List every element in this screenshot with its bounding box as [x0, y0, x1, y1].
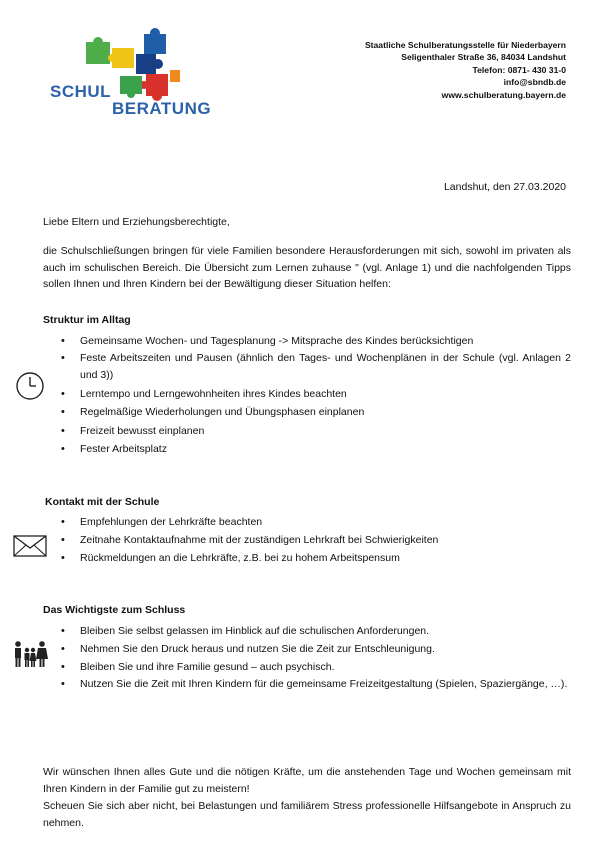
sender-phone: Telefon: 0871- 430 31-0	[472, 64, 566, 75]
closing-paragraph-2: Scheuen Sie sich aber nicht, bei Belastungen und familiärem Stress professionelle Hilfsangebote in Anspruch zu nehmen.	[43, 800, 571, 829]
list-struktur	[61, 332, 571, 458]
list-item: • Fester Arbeitsplatz	[61, 440, 571, 458]
heading-struktur: Struktur im Alltag	[43, 314, 131, 326]
list-item: • Feste Arbeitszeiten und Pausen (ähnlich den Tages- und Wochenplänen in der Schule (vgl. Anlagen 2 und 3))	[61, 350, 571, 383]
logo-text-schul: SCHUL	[50, 82, 112, 101]
logo-text-beratung: BERATUNG	[112, 99, 212, 118]
sender-street: Seligenthaler Straße 36, 84034 Landshut	[401, 52, 566, 63]
closing-paragraph-1: Wir wünschen Ihnen alles Gute und die nötigen Kräfte, um die anstehenden Tage und Wochen gemeinsam mit Ihren Kindern in der Familie gut zu meistern!	[43, 766, 571, 795]
heading-kontakt: Kontakt mit der Schule	[45, 496, 160, 508]
list-kontakt	[61, 513, 571, 567]
clock-icon	[15, 371, 45, 401]
list-item: • Empfehlungen der Lehrkräfte beachten	[61, 513, 571, 531]
sender-website[interactable]: www.schulberatung.bayern.de	[441, 89, 566, 100]
list-schluss	[61, 622, 571, 693]
list-item: • Nutzen Sie die Zeit mit Ihren Kindern für die gemeinsame Freizeitgestaltung (Spielen, Spaziergänge, …).	[61, 676, 571, 693]
list-item: • Bleiben Sie und ihre Familie gesund – auch psychisch.	[61, 658, 571, 676]
sender-address	[365, 39, 566, 101]
sender-name: Staatliche Schulberatungsstelle für Niederbayern	[364, 40, 566, 50]
list-item: • Zeitnahe Kontaktaufnahme mit der zuständigen Lehrkraft bei Schwierigkeiten	[61, 531, 571, 549]
heading-schluss: Das Wichtigste zum Schluss	[43, 604, 186, 616]
letter-date: Landshut, den 27.03.2020	[443, 181, 566, 193]
salutation: Liebe Eltern und Erziehungsberechtigte,	[43, 216, 230, 228]
list-item: • Gemeinsame Wochen- und Tagesplanung -> Mitsprache des Kindes berücksichtigen	[61, 332, 571, 350]
envelope-icon	[13, 535, 47, 557]
list-item: • Bleiben Sie selbst gelassen im Hinblick auf die schulischen Anforderungen.	[61, 622, 571, 640]
list-item: • Nehmen Sie den Druck heraus und nutzen Sie die Zeit zur Entschleunigung.	[61, 640, 571, 658]
list-item: • Regelmäßige Wiederholungen und Übungsphasen einplanen	[61, 403, 571, 421]
sender-email[interactable]: info@sbndb.de	[503, 77, 566, 88]
list-item: • Rückmeldungen an die Lehrkräfte, z.B. bei zu hohem Arbeitspensum	[61, 549, 571, 567]
list-item: • Lerntempo und Lerngewohnheiten ihres Kindes beachten	[61, 385, 571, 403]
list-item: • Freizeit bewusst einplanen	[61, 422, 571, 440]
intro-paragraph: die Schulschließungen bringen für viele Familien besondere Herausforderungen mit sich, sowohl im privaten als auch im schulischen Bereich. Die Übersicht zum Lernen zuhause " (vgl. Anlage 1) und die nachfolgenden Tipps sollen Ihnen und Ihren Kindern bei der Bewältigung dieser Situation helfen:	[43, 245, 571, 290]
family-icon	[12, 640, 48, 668]
